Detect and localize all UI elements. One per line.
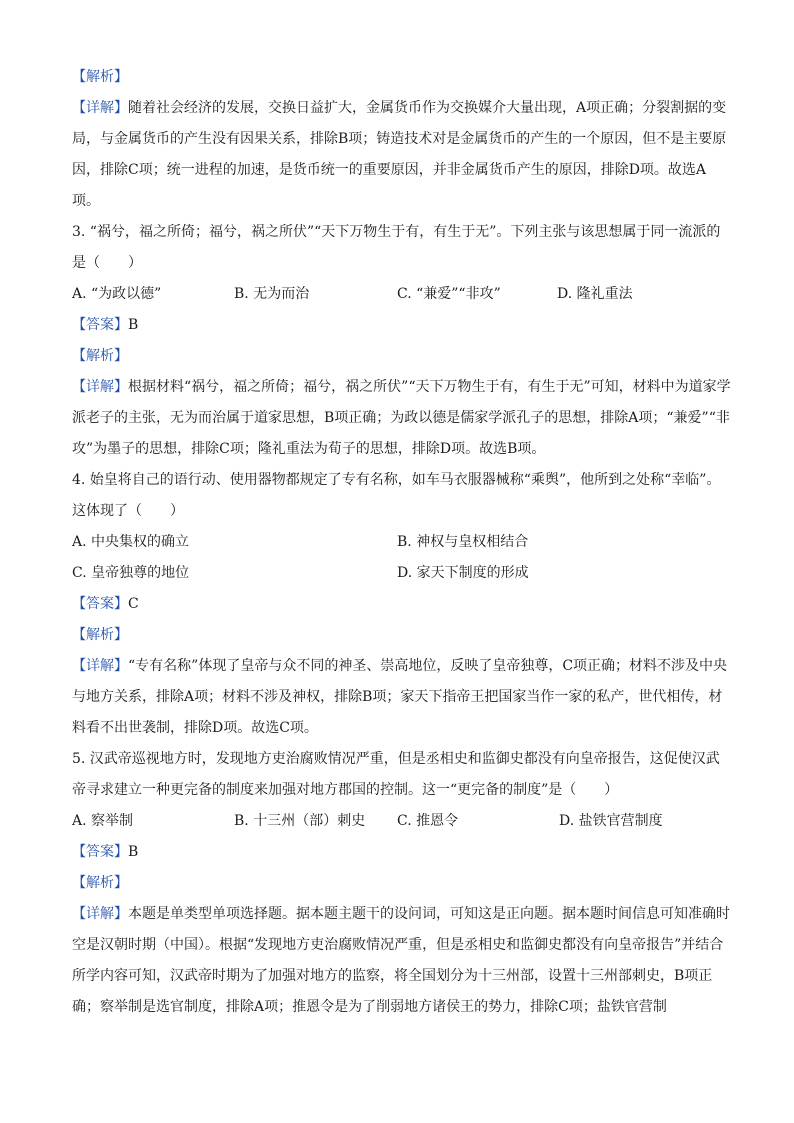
q4-stem: 4. 始皇将自己的语行动、使用器物都规定了专有名称，如车马衣服器械称“乘舆”，他所到之处称“幸临”。这体现了（ ） [72, 472, 721, 519]
q5-detail [72, 899, 732, 1023]
q3-option-d: D. 隆礼重法 [557, 286, 633, 302]
q3-option-b: B. 无为而治 [234, 286, 310, 302]
q4-option-d: D. 家天下制度的形成 [397, 565, 529, 581]
detail-label: 【详解】 [72, 906, 128, 922]
q3-stem: 3. “祸兮，福之所倚；福兮，祸之所伏”“天下万物生于有，有生于无”。下列主张与该思想属于同一流派的是（ ） [72, 224, 721, 271]
analysis-label: 【解析】 [72, 69, 128, 85]
answer-label: 【答案】 [72, 844, 128, 860]
q2-detail-text: 随着社会经济的发展，交换日益扩大，金属货币作为交换媒介大量出现，A项正确；分裂割据的变局，与金属货币的产生没有因果关系，排除B项；铸造技术对是金属货币的产生的一个原因，但不是主要原因，排除C项；统一进程的加速，是货币统一的重要原因，并非金属货币产生的原因，排除D项。故选A项。 [72, 100, 727, 209]
detail-label: 【详解】 [72, 100, 128, 116]
q5-option-c: C. 推恩令 [397, 813, 459, 829]
detail-label: 【详解】 [72, 658, 128, 674]
analysis-label: 【解析】 [72, 627, 128, 643]
q5-option-d: D. 盐铁官营制度 [559, 813, 663, 829]
q5-answer-value: B [128, 844, 139, 860]
q3-detail-text: 根据材料“祸兮，福之所倚；福兮，祸之所伏”“天下万物生于有，有生于无”可知，材料中为道家学派老子的主张，无为而治属于道家思想，B项正确；为政以德是儒家学派孔子的思想，排除A项；“兼爱”“非攻”为墨子的思想，排除C项；隆礼重法为荀子的思想，排除D项。故选B项。 [72, 379, 731, 457]
answer-label: 【答案】 [72, 317, 128, 333]
q4-option-b: B. 神权与皇权相结合 [397, 534, 529, 550]
q3-option-c: C. “兼爱”“非攻” [397, 286, 501, 302]
q5-answer [72, 837, 732, 868]
q4-detail [72, 651, 732, 744]
detail-label: 【详解】 [72, 379, 128, 395]
q4-answer [72, 589, 732, 620]
q4-option-a: A. 中央集权的确立 [72, 534, 190, 550]
q3-option-a: A. “为政以德” [72, 286, 162, 302]
document-page [72, 62, 732, 1023]
q4-option-c: C. 皇帝独尊的地位 [72, 565, 190, 581]
q5-stem: 5. 汉武帝巡视地方时，发现地方吏治腐败情况严重，但是丞相史和监御史都没有向皇帝报告，这促使汉武帝寻求建立一种更完备的制度来加强对地方郡国的控制。这一“更完备的制度”是（ ） [72, 751, 720, 798]
q3-detail [72, 372, 732, 465]
q3-options [72, 279, 732, 310]
q4-detail-text: “专有名称”体现了皇帝与众不同的神圣、崇高地位，反映了皇帝独尊，C项正确；材料不涉及中央与地方关系，排除A项；材料不涉及神权，排除B项；家天下指帝王把国家当作一家的私产，世代相传，材料看不出世袭制，排除D项。故选C项。 [72, 658, 728, 736]
analysis-label: 【解析】 [72, 875, 128, 891]
q5-option-a: A. 察举制 [72, 813, 134, 829]
q4-options [72, 527, 732, 589]
q5-detail-text: 本题是单类型单项选择题。据本题主题干的设问词，可知这是正向题。据本题时间信息可知准确时空是汉朝时期（中国）。根据“发现地方吏治腐败情况严重，但是丞相史和监御史都没有向皇帝报告”并结合所学内容可知，汉武帝时期为了加强对地方的监察，将全国划分为十三州部，设置十三州部刺史，B项正确；察举制是选官制度，排除A项；推恩令是为了削弱地方诸侯王的势力，排除C项；盐铁官营制 [72, 906, 730, 1015]
q3-answer [72, 310, 732, 341]
q5-option-b: B. 十三州（部）刺史 [234, 813, 366, 829]
q2-detail [72, 93, 732, 217]
q4-answer-value: C [128, 596, 139, 612]
q5-options [72, 806, 732, 837]
answer-label: 【答案】 [72, 596, 128, 612]
analysis-label: 【解析】 [72, 348, 128, 364]
q3-answer-value: B [128, 317, 139, 333]
